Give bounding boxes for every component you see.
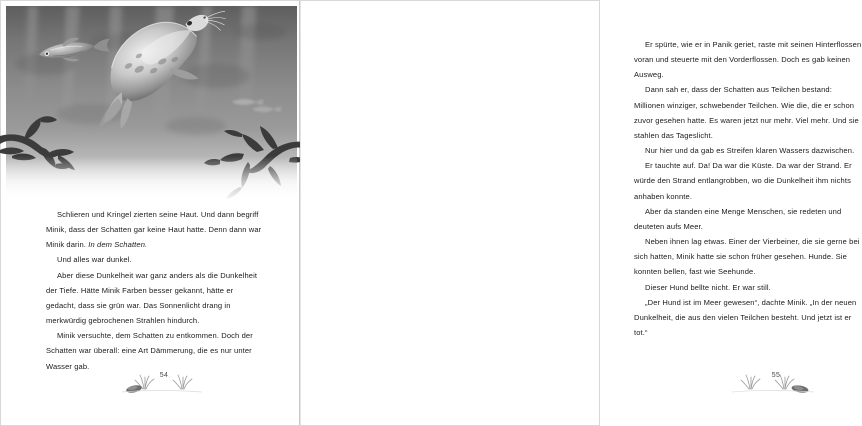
body-text: Dieser Hund bellte nicht. Er war still. xyxy=(645,282,771,292)
right-page-text xyxy=(634,37,862,340)
stone-pebble xyxy=(791,384,809,394)
page-right xyxy=(300,0,862,426)
body-text: „Der Hund ist im Meer gewesen“, dachte Minik. „In der neuen Dunkelheit, die aus den vielen Teilchen besteht. Und jetzt ist er tot.“ xyxy=(634,297,857,337)
underwater-seal-illustration xyxy=(6,6,297,203)
paragraph xyxy=(634,295,862,340)
paragraph xyxy=(634,234,862,279)
body-text: Er spürte, wie er in Panik geriet, raste mit seinen Hinterflossen voran und steuerte mit den Vorderflossen. Doch es gab keinen Ausweg. xyxy=(634,40,862,80)
paragraph xyxy=(634,280,862,295)
illustration-canvas xyxy=(6,6,297,203)
paragraph xyxy=(46,207,262,252)
paragraph xyxy=(46,268,262,329)
paragraph xyxy=(634,204,862,234)
body-text: Er tauchte auf. Da! Da war die Küste. Da war der Strand. Er würde den Strand entlangrobben, wo die Dunkelheit ihm nichts anhaben konnte. xyxy=(634,161,852,201)
folio-left xyxy=(114,367,214,397)
paragraph xyxy=(634,143,862,158)
page-number-right: 55 xyxy=(771,372,781,379)
left-page-text xyxy=(46,207,262,374)
page-number-left: 54 xyxy=(159,372,169,379)
body-text: Minik versuchte, dem Schatten zu entkommen. Doch der Schatten war überall: eine Art Dämmerung, die es nur unter Wasser gab. xyxy=(46,331,253,371)
body-text: Aber diese Dunkelheit war ganz anders als die Dunkelheit der Tiefe. Hätte Minik Farben besser gekannt, hätte er gedacht, dass sie grün war. Das Sonnenlicht drang in merkwürdig gebrochenen Strahlen hindurch. xyxy=(46,270,258,326)
body-text: Schlieren und Kringel zierten seine Haut. Und dann begriff Minik, dass der Schatten gar keine Haut hatte. Denn dann war Minik darin. xyxy=(46,210,262,250)
folio-right xyxy=(726,367,826,397)
paragraph xyxy=(634,82,862,143)
body-text: Und alles war dunkel. xyxy=(57,255,132,265)
paragraph xyxy=(634,158,862,203)
body-text: Dann sah er, dass der Schatten aus Teilchen bestand: Millionen winziger, schwebender Teilchen. Wie die, die er schon zuvor gesehen hatte. Es waren jetzt nur mehr. Viel mehr. Und sie stahlen das Tageslicht. xyxy=(634,85,859,140)
paragraph xyxy=(634,37,862,82)
body-text: Neben ihnen lag etwas. Einer der Vierbeiner, die sie gerne bei sich hatten, Minik hatte sie schon früher gesehen. Hunde. Sie konnten bellen, fast wie Seehunde. xyxy=(634,237,860,277)
body-text: Nur hier und da gab es Streifen klaren Wassers dazwischen. xyxy=(645,146,855,156)
paragraph xyxy=(46,252,262,267)
body-text: Aber da standen eine Menge Menschen, sie redeten und deuteten aufs Meer. xyxy=(634,206,842,231)
emphasis-text: In dem Schatten. xyxy=(88,240,148,250)
page-left xyxy=(0,0,300,426)
